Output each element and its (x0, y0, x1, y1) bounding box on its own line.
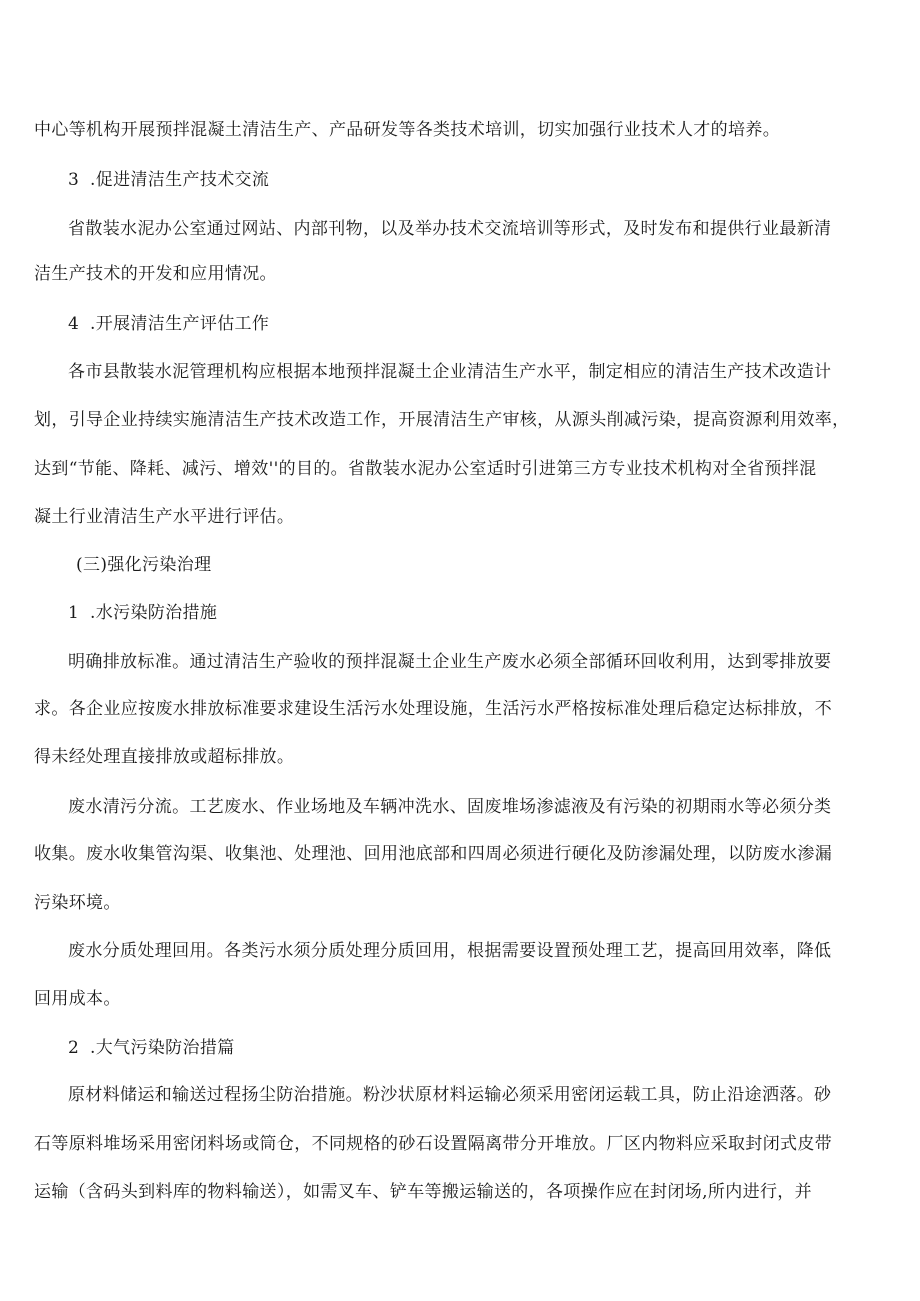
heading-text: .大气污染防治措篇 (90, 1038, 235, 1058)
body-text-line: 各市县散装水泥管理机构应根据本地预拌混凝土企业清洁生产水平，制定相应的清洁生产技术改造计 (68, 362, 832, 382)
body-text-line: 原材料储运和输送过程扬尘防治措施。粉沙状原材料运输必须采用密闭运载工具，防止沿途洒落。砂 (68, 1085, 832, 1105)
body-text-line: 划，引导企业持续实施清洁生产技术改造工作，开展清洁生产审核，从源头削减污染，提高资源利用效率， (34, 410, 850, 430)
body-text-line: 达到“节能、降耗、减污、增效''的目的。省散装水泥办公室适时引进第三方专业技术机构对全省预拌混 (34, 459, 817, 479)
section-heading (68, 1037, 235, 1059)
heading-text: .开展清洁生产评估工作 (90, 314, 270, 334)
body-text-line: 废水清污分流。工艺废水、作业场地及车辆冲洗水、固废堆场渗滤液及有污染的初期雨水等必须分类 (68, 797, 832, 817)
body-text-line: 中心等机构开展预拌混凝土清洁生产、产品研发等各类技术培训，切实加强行业技术人才的培养。 (34, 120, 781, 140)
body-text-line: 省散装水泥办公室通过网站、内部刊物，以及举办技术交流培训等形式，及时发布和提供行业最新清 (68, 219, 832, 239)
body-text-line: 得未经处理直接排放或超标排放。 (34, 747, 295, 767)
section-heading (68, 602, 217, 624)
section-heading (68, 169, 269, 191)
body-text-line: 运输（含码头到料库的物料输送），如需叉车、铲车等搬运输送的，各项操作应在封闭场,所内进行，并 (34, 1182, 813, 1202)
body-text-line: 洁生产技术的开发和应用情况。 (34, 264, 277, 284)
body-text-line: 凝土行业清洁生产水平进行评估。 (34, 507, 295, 527)
heading-text: .促进清洁生产技术交流 (90, 170, 270, 190)
heading-number: 4 (68, 314, 80, 334)
body-text-line: 废水分质处理回用。各类污水须分质处理分质回用，根据需要设置预处理工艺，提高回用效率，降低 (68, 941, 832, 961)
heading-number: 3 (68, 170, 80, 190)
body-text-line: 明确排放标准。通过清洁生产验收的预拌混凝土企业生产废水必须全部循环回收利用，达到零排放要 (68, 652, 832, 672)
subsection-heading: (三)强化污染治理 (76, 555, 212, 575)
heading-number: 2 (68, 1038, 80, 1058)
body-text-line: 污染环境。 (34, 893, 121, 913)
body-text-line: 回用成本。 (34, 989, 121, 1009)
body-text-line: 收集。废水收集管沟渠、收集池、处理池、回用池底部和四周必须进行硬化及防渗漏处理，以防废水渗漏 (34, 844, 833, 864)
body-text-line: 石等原料堆场采用密闭料场或筒仓，不同规格的砂石设置隔离带分开堆放。厂区内物料应采取封闭式皮带 (34, 1134, 833, 1154)
heading-number: 1 (68, 603, 80, 623)
body-text-line: 求。各企业应按废水排放标准要求建设生活污水处理设施，生活污水严格按标准处理后稳定达标排放，不 (34, 699, 833, 719)
heading-text: .水污染防治措施 (90, 603, 218, 623)
section-heading (68, 313, 269, 335)
